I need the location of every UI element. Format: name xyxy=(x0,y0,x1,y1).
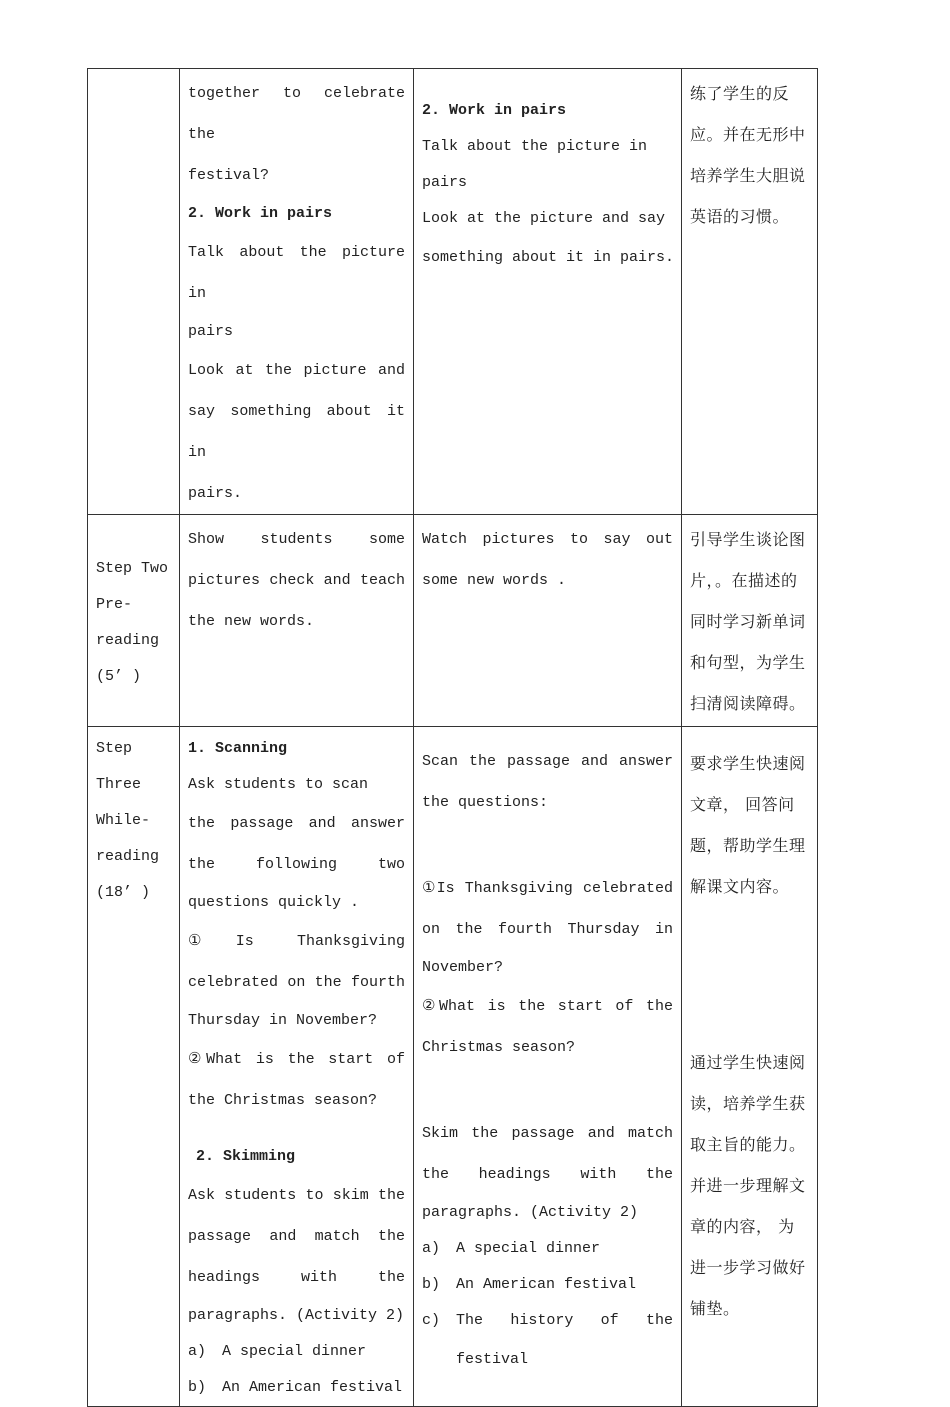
spacer xyxy=(188,1121,405,1139)
text-line: 铺垫。 xyxy=(690,1299,740,1318)
text-line: pairs xyxy=(188,323,234,340)
text-line: 通过学生快速阅 xyxy=(690,1053,806,1072)
list-item xyxy=(188,1334,405,1370)
step-cell xyxy=(88,727,180,1407)
text-line: Skim the passage and match xyxy=(422,1125,673,1142)
section-heading: 2. Skimming xyxy=(196,1148,296,1165)
list-item xyxy=(422,1231,673,1267)
text-line: 解课文内容。 xyxy=(690,877,790,896)
text-line: passage and match the xyxy=(188,1228,405,1245)
text-line: together to celebrate the xyxy=(188,85,405,143)
text-line: some new words . xyxy=(422,572,567,589)
text-line: pairs. xyxy=(188,485,243,502)
text-line: the questions: xyxy=(422,794,549,811)
list-item xyxy=(422,1303,673,1339)
spacer xyxy=(422,73,673,93)
text-line: (5’ ) xyxy=(96,667,142,685)
table-row xyxy=(88,727,818,1407)
text-line: Watch pictures to say out xyxy=(422,531,673,548)
spacer xyxy=(422,1068,673,1113)
spacer xyxy=(690,731,809,743)
list-item-key: b) xyxy=(188,1379,207,1396)
text-line: 取主旨的能力。 xyxy=(690,1135,806,1154)
teacher-activity-cell xyxy=(180,727,414,1407)
list-item xyxy=(188,1370,405,1406)
section-heading: 2. Work in pairs xyxy=(422,102,567,119)
text-line: Thursday in November? xyxy=(188,1012,378,1029)
text-line: Pre- xyxy=(96,595,133,613)
purpose-cell xyxy=(682,727,818,1407)
text-line: 和句型，为学生 xyxy=(690,653,806,672)
text-line: November? xyxy=(422,959,504,976)
list-item-text: The history of the xyxy=(456,1312,673,1329)
student-activity-cell xyxy=(414,69,682,515)
text-line: Step xyxy=(96,740,133,757)
text-line: the Christmas season? xyxy=(188,1092,378,1109)
text-line: ②What is the start of xyxy=(188,1051,405,1068)
student-activity-cell xyxy=(414,515,682,727)
list-item xyxy=(422,1267,673,1303)
list-item-key: a) xyxy=(188,1343,207,1360)
text-line: festival xyxy=(456,1351,529,1368)
text-line: the following two xyxy=(188,856,405,873)
text-line: Show students some xyxy=(188,531,405,548)
text-line: 章的内容， 为 xyxy=(690,1217,795,1236)
lesson-plan-table xyxy=(87,68,818,1407)
text-line: Ask students to scan xyxy=(188,776,369,793)
text-line: the new words. xyxy=(188,613,315,630)
text-line: While- xyxy=(96,812,151,829)
text-line: ②What is the start of the xyxy=(422,998,673,1015)
text-line: questions quickly . xyxy=(188,894,360,911)
text-line: the passage and answer xyxy=(188,815,405,832)
list-item-text: A special dinner xyxy=(456,1240,601,1257)
text-line: headings with the xyxy=(188,1269,405,1286)
text-line: ①Is Thanksgiving xyxy=(188,933,405,950)
text-line: say something about it in xyxy=(188,403,405,461)
text-line: Talk about the picture in xyxy=(188,244,405,302)
purpose-cell xyxy=(682,515,818,727)
text-line: Step Two xyxy=(96,559,169,577)
text-line: Three xyxy=(96,776,142,793)
list-item-text: An American festival xyxy=(222,1379,403,1396)
text-line: 培养学生大胆说 xyxy=(690,166,806,185)
text-line: the headings with the xyxy=(422,1166,673,1183)
text-line: celebrated on the fourth xyxy=(188,974,405,991)
spacer xyxy=(422,731,673,741)
list-item-key: b) xyxy=(422,1276,441,1293)
text-line: reading xyxy=(96,848,160,865)
spacer xyxy=(690,907,809,1042)
teacher-activity-cell xyxy=(180,515,414,727)
list-item-key: c) xyxy=(422,1312,441,1329)
text-line: Look at the picture and xyxy=(188,362,405,379)
spacer xyxy=(422,823,673,868)
section-heading: 1. Scanning xyxy=(188,740,288,757)
text-line: 引导学生谈论图 xyxy=(690,530,806,549)
text-line: on the fourth Thursday in xyxy=(422,921,673,938)
teacher-activity-cell xyxy=(180,69,414,515)
text-line: Ask students to skim the xyxy=(188,1187,405,1204)
text-line: something about it in pairs. xyxy=(422,249,675,266)
text-line: 并进一步理解文 xyxy=(690,1176,806,1195)
text-line: 题，帮助学生理 xyxy=(690,836,806,855)
text-line: 文章， 回答问 xyxy=(690,795,795,814)
step-cell xyxy=(88,515,180,727)
text-line: 读，培养学生获 xyxy=(690,1094,806,1113)
text-line: festival? xyxy=(188,167,270,184)
section-heading: 2. Work in pairs xyxy=(188,205,333,222)
student-activity-cell xyxy=(414,727,682,1407)
text-line: 扫清阅读障碍。 xyxy=(690,694,806,713)
text-line: 英语的习惯。 xyxy=(690,207,790,226)
table-row xyxy=(88,515,818,727)
text-line: 同时学习新单词 xyxy=(690,612,806,631)
text-line: paragraphs. (Activity 2) xyxy=(422,1204,639,1221)
list-item-key: a) xyxy=(422,1240,441,1257)
text-line: pictures check and teach xyxy=(188,572,405,589)
text-line: Scan the passage and answer xyxy=(422,753,673,770)
text-line: 进一步学习做好 xyxy=(690,1258,806,1277)
text-line: paragraphs. (Activity 2) xyxy=(188,1307,405,1324)
text-line: Talk about the picture in xyxy=(422,138,648,155)
text-line: 应。并在无形中 xyxy=(690,125,806,144)
text-line: pairs xyxy=(422,174,468,191)
list-item-text: A special dinner xyxy=(222,1343,367,1360)
text-line: ①Is Thanksgiving celebrated xyxy=(422,880,673,897)
text-line: 练了学生的反 xyxy=(690,84,790,103)
list-item-text: An American festival xyxy=(456,1276,637,1293)
text-line: 片，。在描述的 xyxy=(690,571,798,590)
text-line: Christmas season? xyxy=(422,1039,576,1056)
text-line: reading xyxy=(96,631,160,649)
text-line: 要求学生快速阅 xyxy=(690,754,806,773)
text-line: (18’ ) xyxy=(96,884,151,901)
step-cell xyxy=(88,69,180,515)
text-line: Look at the picture and say xyxy=(422,210,666,227)
purpose-cell xyxy=(682,69,818,515)
table-row xyxy=(88,69,818,515)
